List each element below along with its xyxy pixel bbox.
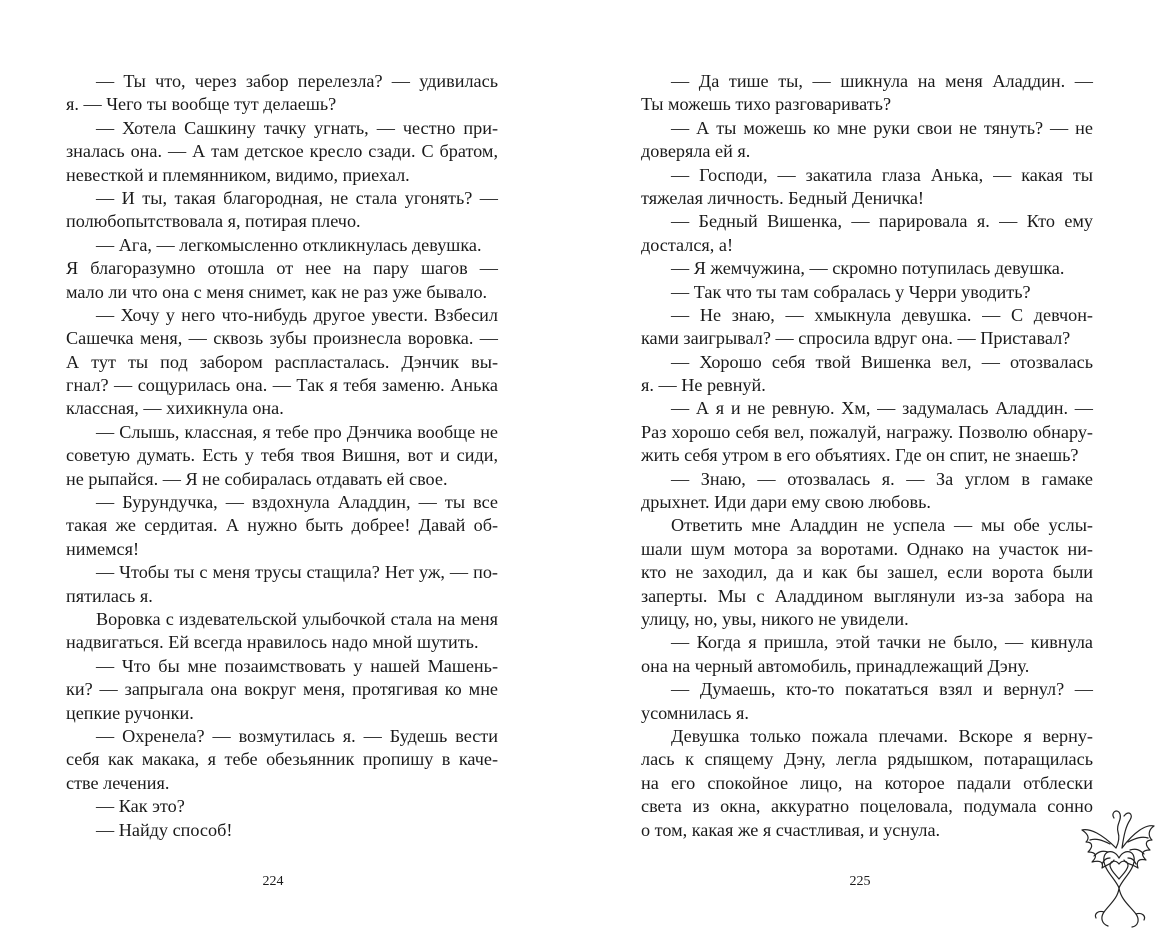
left-text-line: нимемся! bbox=[66, 538, 140, 559]
left-text-line: — Слышь, классная, я тебе про Дэнчика вообще не bbox=[96, 421, 498, 442]
right-text-line: ками заигрывал? — спросила вдруг она. — Приставал? bbox=[641, 328, 1071, 349]
left-text-line: — Хотела Сашкину тачку угнать, — честно при- bbox=[96, 117, 498, 138]
left-text-line: советую думать. Есть у тебя твоя Вишня, вот и сиди, bbox=[66, 445, 498, 466]
right-text-line: света из окна, аккуратно поцеловала, подумала сонно bbox=[641, 796, 1093, 817]
right-text-line: Девушка только пожала плечами. Вскоре я верну- bbox=[671, 725, 1093, 746]
page-number-left: 224 bbox=[262, 874, 284, 889]
right-text-line: — Не знаю, — хмыкнула девушка. — С девчон- bbox=[671, 304, 1093, 325]
right-text-line: жить себя утром в его объятиях. Где он спит, не знаешь? bbox=[641, 445, 1079, 466]
right-text-line: — Хорошо себя твой Вишенка вел, — отозвалась bbox=[671, 351, 1093, 372]
left-text-line: — Что бы мне позаимствовать у нашей Машень- bbox=[96, 655, 498, 676]
right-text-line: — Я жемчужина, — скромно потупилась девушка. bbox=[671, 258, 1065, 279]
left-text-line: цепкие ручонки. bbox=[66, 702, 194, 723]
left-text-line: — Ага, — легкомысленно откликнулась девушка. bbox=[96, 234, 482, 255]
left-text-line: стве лечения. bbox=[66, 772, 170, 793]
left-text-line: гнал? — сощурилась она. — Так я тебя заменю. Анька bbox=[66, 375, 498, 396]
left-text-line: мало ли что она с меня снимет, как не раз уже бывало. bbox=[66, 281, 488, 302]
right-text-line: Ты можешь тихо разговаривать? bbox=[641, 94, 892, 115]
right-page-text bbox=[641, 70, 1093, 842]
right-text-line: — Так что ты там собралась у Черри уводить? bbox=[671, 281, 1031, 302]
left-text-line: — Охренела? — возмутилась я. — Будешь вести bbox=[96, 725, 498, 746]
left-text-line: невесткой и племянником, видимо, приехал. bbox=[66, 164, 410, 185]
right-text-line: кто не заходил, да и как бы зашел, если ворота были bbox=[641, 562, 1093, 583]
right-text-line: — Знаю, — отозвалась я. — За углом в гамаке bbox=[671, 468, 1093, 489]
left-text-line: — Чтобы ты с меня трусы стащила? Нет уж, — по- bbox=[96, 562, 498, 583]
left-text-line: А тут ты под забором распласталась. Дэнчик вы- bbox=[66, 351, 498, 372]
right-text-line: дрыхнет. Иди дари ему свою любовь. bbox=[641, 492, 931, 513]
right-text-line: Ответить мне Аладдин не успела — мы обе услы- bbox=[671, 515, 1093, 536]
right-text-line: лась к спящему Дэну, легла рядышком, потаращилась bbox=[641, 749, 1093, 770]
right-text-line: она на черный автомобиль, принадлежащий Дэну. bbox=[641, 655, 1030, 676]
left-text-line: Я благоразумно отошла от нее на пару шагов — bbox=[66, 258, 498, 279]
left-page-text bbox=[66, 70, 498, 842]
left-text-line: ки? — запрыгала она вокруг меня, протягивая ко мне bbox=[66, 679, 498, 700]
left-text-line: — И ты, такая благородная, не стала угонять? — bbox=[96, 187, 498, 208]
right-text-line: — Бедный Вишенка, — парировала я. — Кто ему bbox=[671, 211, 1093, 232]
left-text-line: Воровка с издевательской улыбочкой стала на меня bbox=[96, 608, 498, 629]
right-text-line: — Думаешь, кто-то покататься взял и вернул? — bbox=[671, 679, 1093, 700]
right-text-line: улицу, но, увы, никого не увидели. bbox=[641, 608, 909, 629]
left-text-line: — Бурундучка, — вздохнула Аладдин, — ты все bbox=[96, 492, 498, 513]
page-number-right: 225 bbox=[849, 874, 871, 889]
right-text-line: я. — Не ревнуй. bbox=[641, 375, 766, 396]
right-text-line: о том, какая же я счастливая, и уснула. bbox=[641, 819, 941, 840]
right-text-line: Раз хорошо себя вел, пожалуй, награжу. Позволю обнару- bbox=[641, 421, 1093, 442]
left-text-line: я. — Чего ты вообще тут делаешь? bbox=[66, 94, 337, 115]
right-text-line: шали шум мотора за воротами. Однако на участок ни- bbox=[641, 538, 1093, 559]
right-text-line: доверяла ей я. bbox=[641, 141, 751, 162]
right-text-line: усомнилась я. bbox=[641, 702, 749, 723]
right-text-line: — Да тише ты, — шикнула на меня Аладдин. — bbox=[671, 71, 1093, 91]
right-text-line: — А ты можешь ко мне руки свои не тянуть? — не bbox=[671, 117, 1093, 138]
left-text-line: — Найду способ! bbox=[96, 819, 233, 840]
right-text-line: — Господи, — закатила глаза Анька, — какая ты bbox=[671, 164, 1093, 185]
left-text-line: — Хочу у него что-нибудь другое увести. Взбесил bbox=[96, 304, 498, 325]
right-text-line: — А я и не ревную. Хм, — задумалась Аладдин. — bbox=[671, 398, 1093, 419]
right-text-line: — Когда я пришла, этой тачки не было, — кивнула bbox=[671, 632, 1093, 653]
left-text-line: — Ты что, через забор перелезла? — удивилась bbox=[96, 71, 498, 91]
winged-heart-icon bbox=[1080, 808, 1156, 929]
left-text-line: такая же сердитая. А нужно быть добрее! Давай об- bbox=[66, 515, 498, 536]
left-text-line: — Как это? bbox=[96, 796, 185, 817]
left-text-line: не рыпайся. — Я не собиралась отдавать ей свое. bbox=[66, 468, 448, 489]
left-text-line: классная, — хихикнула она. bbox=[66, 398, 284, 419]
left-text-line: полюбопытствовала я, потирая плечо. bbox=[66, 211, 361, 232]
right-text-line: тяжелая личность. Бедный Деничка! bbox=[641, 187, 924, 208]
left-text-line: Сашечка меня, — сквозь зубы произнесла воровка. — bbox=[66, 328, 498, 349]
right-text-line: на его спокойное лицо, на которое падали отблески bbox=[641, 772, 1093, 793]
right-text-line: заперты. Мы с Аладдином выглянули из-за забора на bbox=[641, 585, 1093, 606]
right-text-line: достался, а! bbox=[641, 234, 734, 255]
left-text-line: зналась она. — А там детское кресло сзади. С братом, bbox=[66, 141, 498, 162]
left-text-line: надвигаться. Ей всегда нравилось надо мной шутить. bbox=[66, 632, 479, 653]
left-text-line: себя как макака, я тебе обезьянник пропишу в каче- bbox=[66, 749, 498, 770]
left-text-line: пятилась я. bbox=[66, 585, 153, 606]
